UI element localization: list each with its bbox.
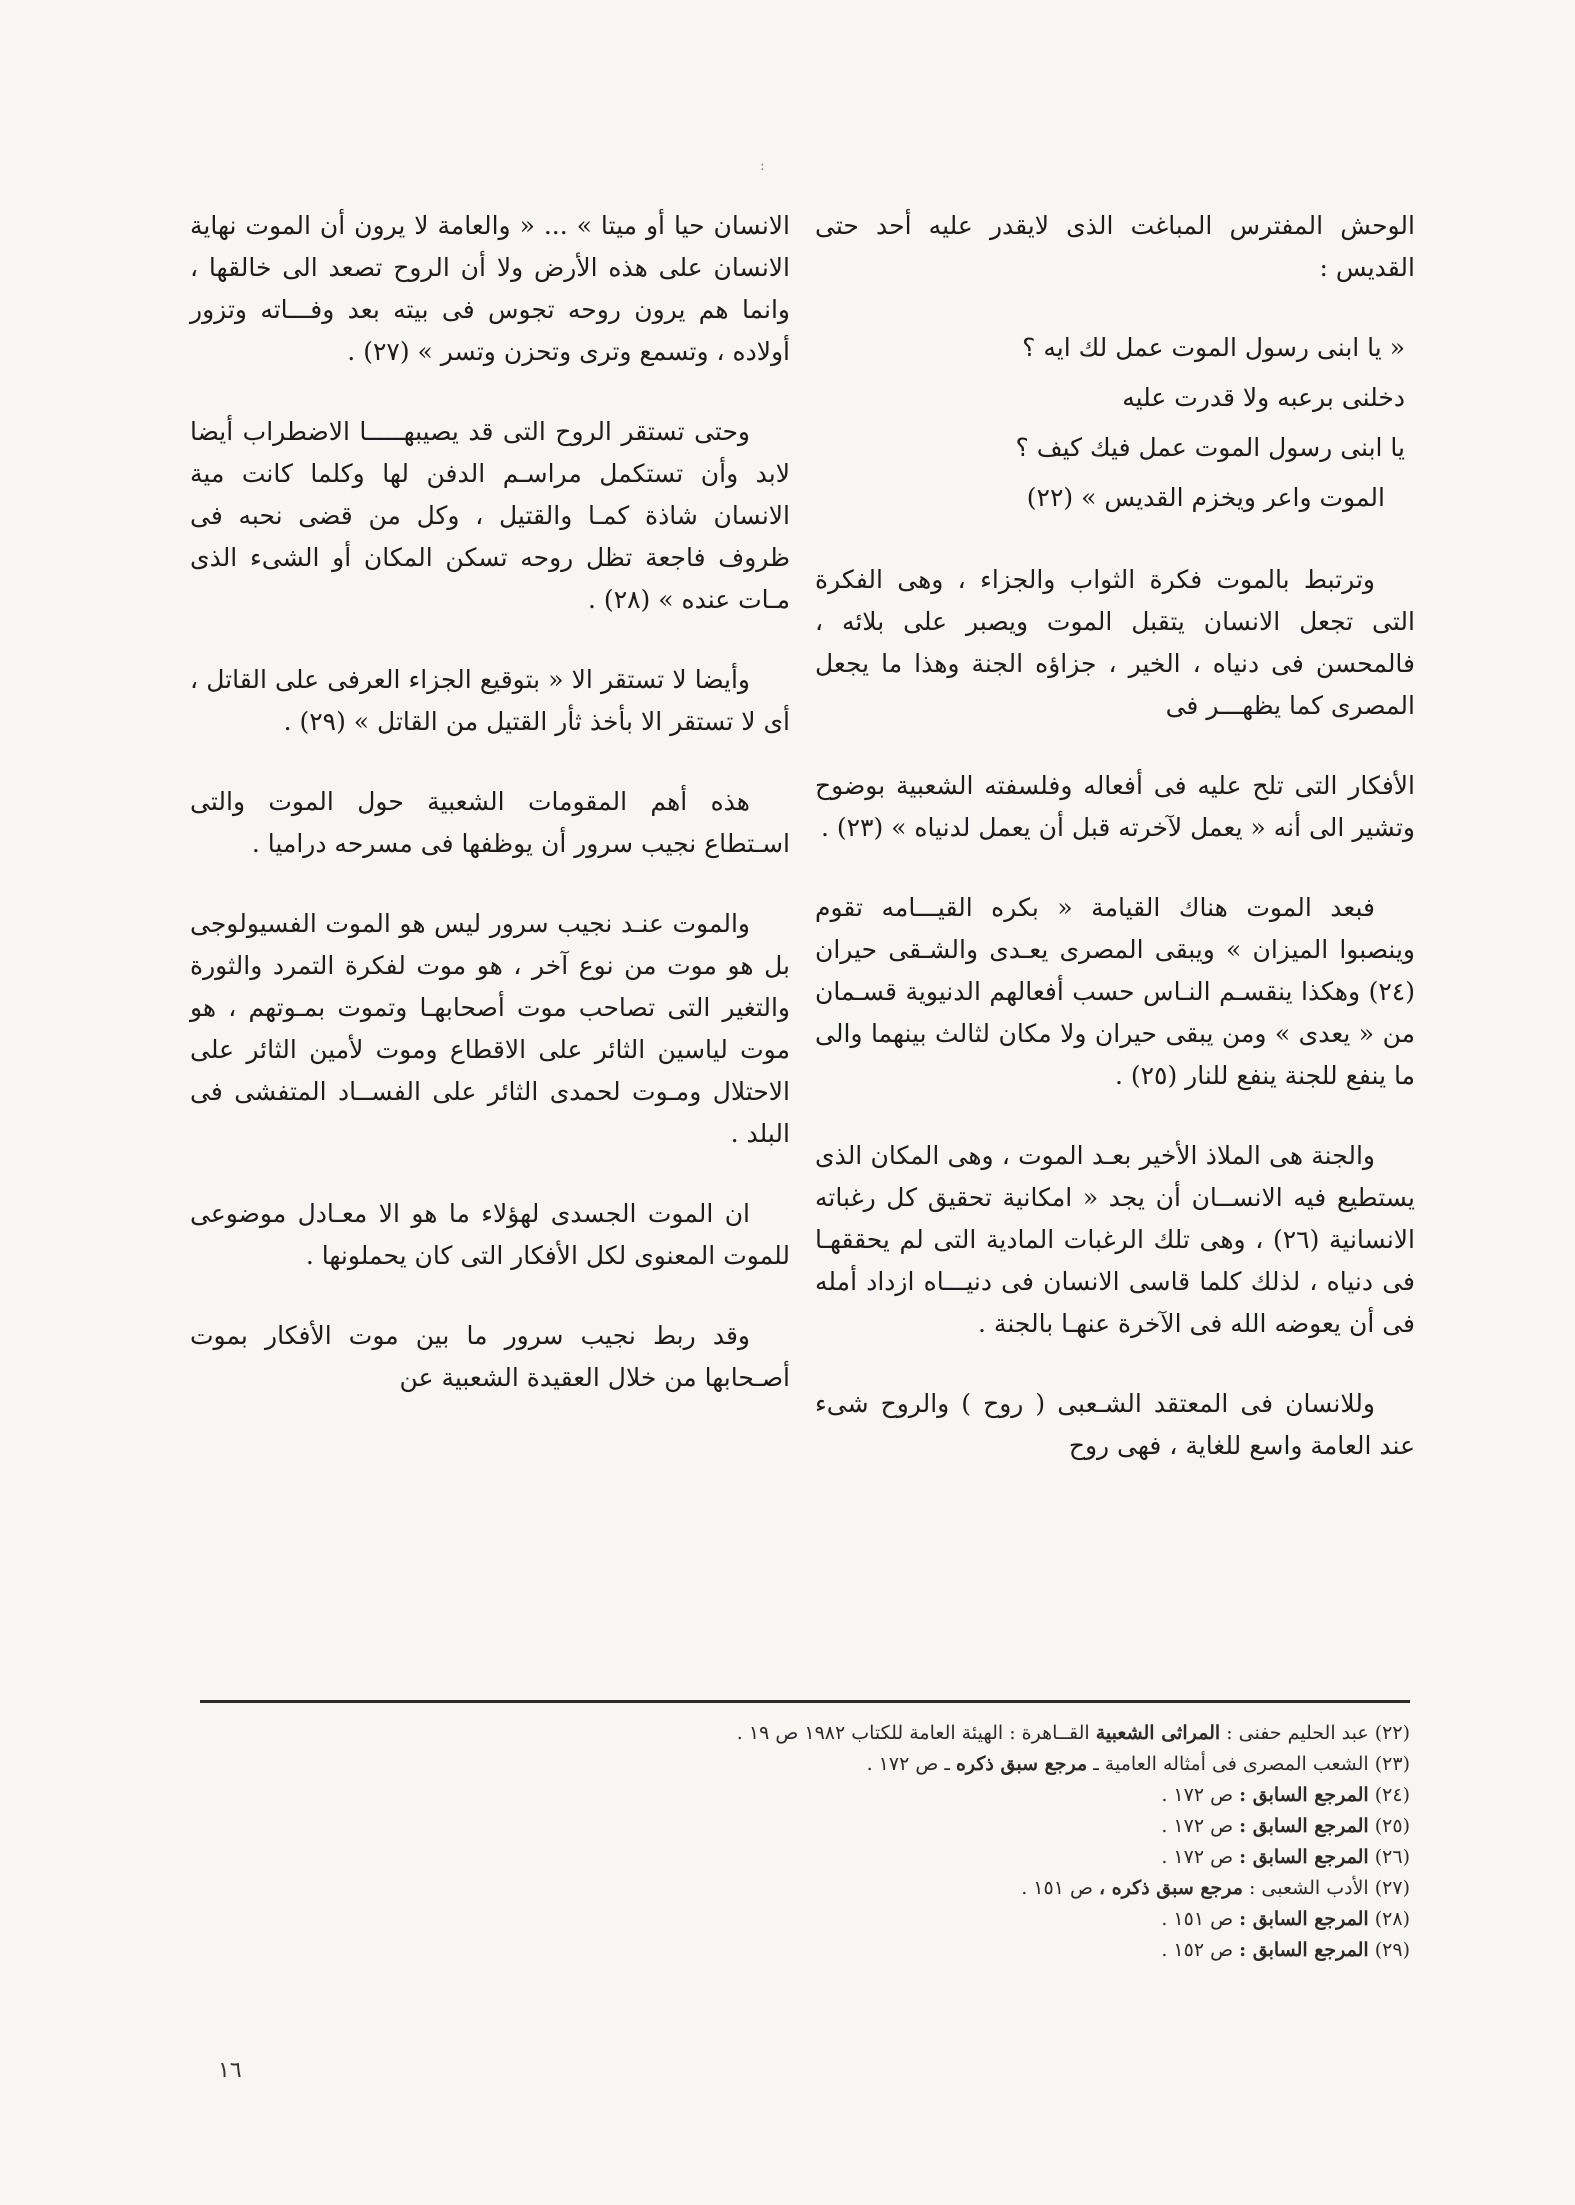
footnote-bold: المرجع السابق : — [1239, 1939, 1369, 1961]
paragraph: الأفكار التى تلح عليه فى أفعاله وفلسفته الشعبية بوضوح وتشير الى أنه « يعمل لآخرته قبل أن يعمل لدنياه » (٢٣) . — [815, 771, 1415, 842]
footnote-before: الأدب الشعبى : — [1248, 1877, 1369, 1899]
paragraph: وترتبط بالموت فكرة الثواب والجزاء ، وهى الفكرة التى تجعل الانسان يتقبل الموت ويصبر على بلائه ، فالمحسن فى دنياه ، الخير ، جزاؤه الجنة وهذا ما يجعل المصرى كما يظهـــر فى — [815, 565, 1415, 720]
footnote-before: الشعب المصرى فى أمثاله العامية ـ — [1093, 1753, 1369, 1775]
footnote-after: ص ١٥٢ . — [1161, 1939, 1234, 1961]
footnote-bold: المرجع السابق : — [1239, 1908, 1369, 1930]
paragraph: والموت عنـد نجيب سرور ليس هو الموت الفسيولوجى بل هو موت من نوع آخر ، هو موت لفكرة التمرد والثورة والتغير التى تصاحب موت أصحابهـا وتموت بمـوتهم ، هو موت لياسين الثائر على الاقطاع وموت لأمين الثائر على الاحتلال ومـوت لحمدى الثائر على الفســاد المتفشى فى البلد . — [190, 909, 790, 1148]
footnote-after: ص ١٧٢ . — [1161, 1815, 1234, 1837]
left-column — [190, 205, 790, 1437]
footnote-after: ص ١٥١ . — [1021, 1877, 1093, 1899]
footnotes — [310, 1718, 1410, 1966]
footnote-num: (٢٩) — [1374, 1939, 1410, 1961]
paragraph: الموت واعر ويخزم القديس » (٢٢) — [1026, 483, 1385, 512]
footnote — [310, 1811, 1410, 1842]
paragraph: ان الموت الجسدى لهؤلاء ما هو الا معـادل موضوعى للموت المعنوى لكل الأفكار التى كان يحملونها . — [190, 1199, 790, 1270]
paragraph: هذه أهم المقومات الشعبية حول الموت والتى اسـتطاع نجيب سرور أن يوظفها فى مسرحه دراميا . — [190, 787, 790, 858]
footnote-after: ص ١٥١ . — [1161, 1908, 1234, 1930]
footnote-num: (٢٧) — [1374, 1877, 1410, 1899]
footnote-num: (٢٥) — [1374, 1815, 1410, 1837]
right-column — [815, 205, 1415, 1505]
paragraph: وللانسان فى المعتقد الشـعبى ( روح ) والروح شىء عند العامة واسع للغاية ، فهى روح — [815, 1389, 1415, 1460]
footnote-bold: مرجع سبق ذكره — [955, 1753, 1088, 1775]
footnote-num: (٢٤) — [1374, 1784, 1410, 1806]
paragraph: والجنة هى الملاذ الأخير بعـد الموت ، وهى المكان الذى يستطيع فيه الانســان أن يجد « امكانية تحقيق كل رغباته الانسانية (٢٦) ، وهى تلك الرغبات المادية التى لم يحققهـا فى دنياه ، لذلك كلما قاسى الانسان فى دنيـــاه ازداد أمله فى أن يعوضه الله فى الآخرة عنهـا بالجنة . — [815, 1141, 1416, 1338]
footnote — [310, 1935, 1410, 1966]
footnote-after: ص ١٧٢ . — [1161, 1846, 1234, 1868]
paragraph: فبعد الموت هناك القيامة « بكره القيـــامه تقوم وينصبوا الميزان » ويبقى المصرى يعـدى والشـقى حيران (٢٤) وهكذا ينقسـم النـاس حسب أفعالهم الدنيوية قسـمان من « يعدى » ومن يبقى حيران ولا مكان لثالث بينهما والى ما ينفع للجنة ينفع للنار (٢٥) . — [815, 893, 1415, 1090]
paragraph: دخلنى برعبه ولا قدرت عليه — [1122, 383, 1405, 412]
footnote-after: ص ١٧٢ . — [1161, 1784, 1234, 1806]
page-number: ١٦ — [218, 2058, 242, 2083]
footnote-num: (٢٨) — [1374, 1908, 1410, 1930]
footnote-bold: مرجع سبق ذكره ، — [1098, 1877, 1243, 1899]
footnote-before: عبد الحليم حفنى : — [1226, 1722, 1369, 1744]
footnote — [310, 1842, 1410, 1873]
paragraph: وقد ربط نجيب سرور ما بين موت الأفكار بموت أصـحابها من خلال العقيدة الشعبية عن — [190, 1321, 790, 1392]
footnote-after: ـ ص ١٧٢ . — [866, 1753, 950, 1775]
footnote — [310, 1718, 1410, 1749]
footnote-num: (٢٦) — [1374, 1846, 1410, 1868]
footnote-bold: المرجع السابق : — [1239, 1815, 1369, 1837]
footnote-num: (٢٢) — [1374, 1722, 1410, 1744]
footnote — [310, 1749, 1410, 1780]
paragraph: الوحش المفترس المباغت الذى لايقدر عليه أحد حتى القديس : — [815, 211, 1415, 282]
footnote — [310, 1780, 1410, 1811]
paragraph: الانسان حيا أو ميتا » ... « والعامة لا يرون أن الموت نهاية الانسان على هذه الأرض ولا أن الروح تصعد الى خالقها ، وانما هم يرون روحه تجوس فى بيته بعد وفـــاته وتزور أولاده ، وتسمع وترى وتحزن وتسر » (٢٧) . — [190, 211, 790, 366]
footnote-bold: المرجع السابق : — [1239, 1846, 1369, 1868]
footnote-num: (٢٣) — [1374, 1753, 1410, 1775]
footnote-bold: المرجع السابق : — [1239, 1784, 1369, 1806]
paragraph: « يا ابنى رسول الموت عمل لك ايه ؟ — [1022, 333, 1405, 362]
paragraph: وأيضا لا تستقر الا « بتوقيع الجزاء العرفى على القاتل ، أى لا تستقر الا بأخذ ثأر القتيل من القاتل » (٢٩) . — [190, 665, 790, 736]
footnote — [310, 1873, 1410, 1904]
paragraph: يا ابنى رسول الموت عمل فيك كيف ؟ — [1015, 433, 1405, 462]
footnote-divider — [200, 1700, 1410, 1703]
footnote — [310, 1904, 1410, 1935]
footnote-after: القــاهرة : الهيئة العامة للكتاب ١٩٨٢ ص ١٩ . — [736, 1722, 1090, 1744]
paragraph: وحتى تستقر الروح التى قد يصيبهـــــا الاضطراب أيضا لابد وأن تستكمل مراسـم الدفن لها وكلما كانت مية الانسان شاذة كمـا والقتيل ، وكل من قضى نحبه فى ظروف فاجعة تظل روحه تسكن المكان أو الشىء الذى مـات عنده » (٢٨) . — [190, 417, 790, 614]
scan-mark: : — [760, 158, 765, 174]
footnote-bold: المراثى الشعبية — [1095, 1722, 1221, 1744]
